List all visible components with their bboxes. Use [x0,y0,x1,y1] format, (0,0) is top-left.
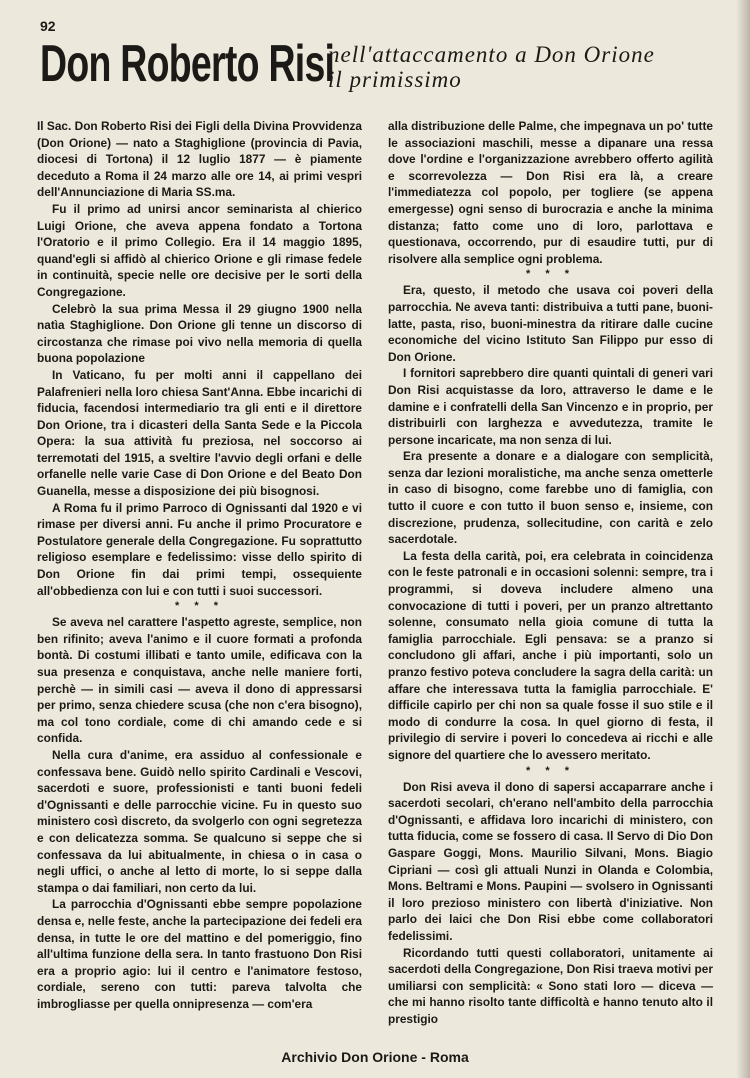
paragraph: Celebrò la sua prima Messa il 29 giugno 1900 nella natìa Staghiglione. Don Orione gli tenne un discorso di circostanza che rimase poi vivo nella memoria di quella buona popolazione [37,301,362,366]
article-title: Don Roberto Risi [40,35,335,93]
page-edge-shadow [736,0,750,1078]
paragraph: alla distribuzione delle Palme, che impegnava un po' tutte le associazioni maschili, messe a dipanare una ressa dove l'ordine e l'organizzazione avrebbero offerto agilità e scorrevolezza — Don Risi era là, a creare l'immediatezza col popolo, per togliere (se appena emergesse) ogni senso di burocrazia e anche la minima distanza; fatto come uno di loro, parlottava e questionava, occorrendo, pur di esaudire tutti, pur di risolvere alla semplice ogni problema. [388,119,713,266]
archive-footer: Archivio Don Orione - Roma [281,1049,469,1065]
paragraph: Era, questo, il metodo che usava coi poveri della parrocchia. Ne aveva tanti: distribuiva a tutti pane, buoni-latte, pasta, riso, buoni-minestra da ritirare dalle cucine economiche del vicino Istituto San Filippo pur esso di Don Orione. [388,283,713,364]
left-column [37,118,362,1012]
section-separator: * * * [526,268,575,281]
paragraph: In Vaticano, fu per molti anni il cappellano dei Palafrenieri nella loro chiesa Sant'Anna. Ebbe incarichi di fiducia, facendosi intermediario tra gli enti e il direttore Don Orione, tra i dicasteri della Santa Sede e la Piccola Opera: la sua attività fu preziosa, nel soccorso ai terremotati del 1915, a sveltire l'avvio degli orfani e delle orfanelle nelle varie Case di Don Orione e del Beato Don Guanella, messe a disposizione dei più bisognosi. [37,367,362,499]
subtitle-line-1: nell'attaccamento a Don Orione [328,42,655,67]
paragraph: Fu il primo ad unirsi ancor seminarista al chierico Luigi Orione, che aveva appena fondato a Tortona l'Oratorio e il primo Collegio. Era il 14 maggio 1895, quand'egli si affidò al chierico Orione e gli rimase fedele in continuità, specie nelle ore decisive per le sorti della Congregazione. [37,201,362,299]
paragraph: Il Sac. Don Roberto Risi dei Figli della Divina Provvidenza (Don Orione) — nato a Staghiglione (provincia di Pavia, diocesi di Tortona) il 12 luglio 1877 — è piamente deceduto a Roma il 24 marzo alle ore 14, ai primi vespri dell'Annunciazione di Maria SS.ma. [37,119,362,200]
paragraph: La festa della carità, poi, era celebrata in coincidenza con le feste patronali e in occasioni solenni: sempre, tra i programmi, si doveva includere almeno una convocazione di tutti i poveri, per un pranzo altrettanto solenne, consumato nella gioia comune di tutta la famiglia parrocchiale. Egli pensava: se a pranzo si concludono gli affari, anche i più importanti, solo un pranzo festivo poteva concludere la sagra della carità: un affare che interessava tutta la famiglia parrocchiale. E' difficile capirlo per chi non sa quale fosse il suo stile e il modo di condurre la cosa. In quel giorno di festa, il privilegio di servire i poveri lo concedeva ai ricchi e alle signore del quartiere che lo avessero meritato. [388,548,713,762]
article-subtitle [328,42,728,92]
paragraph: Don Risi aveva il dono di sapersi accaparrare anche i sacerdoti secolari, ch'erano nell'ambito della parrocchia d'Ognissanti, e affidava loro incarichi di ministero, con tutta fiducia, come se fossero di casa. Il Servo di Dio Don Gaspare Goggi, Mons. Maurilio Silvani, Mons. Biagio Cipriani — così gli attuali Nunzi in Olanda e Colombia, Mons. Beltrami e Mons. Paupini — svolsero in Ognissanti il loro prezioso ministero con libertà d'iniziative. Non parlo dei laici che Don Risi ebbe come collaboratori fedelissimi. [388,779,713,943]
section-separator: * * * [526,764,575,777]
paragraph: Se aveva nel carattere l'aspetto agreste, semplice, non ben rifinito; aveva l'animo e il cuore formati a profonda bontà. Di costumi illibati e tanto umile, edificava con la sua presenza e conquistava, anche nelle maniere forti, perchè — in simili casi — aveva il dono di appressarsi per primo, senza chiedere scusa (che non c'era bisogno), ma col tono cordiale, come di chi amando cede e si confida. [37,615,362,746]
page-number: 92 [40,18,56,34]
paragraph: A Roma fu il primo Parroco di Ognissanti dal 1920 e vi rimase per diversi anni. Fu anche il primo Procuratore e Postulatore generale della Congregazione. Fu soprattutto religioso esemplare e fedelissimo: visse dello spirito di Don Orione fin dai primi tempi, ossequiente all'obbedienza con lui e con tutti i suoi successori. [37,500,362,598]
paragraph: Era presente a donare e a dialogare con semplicità, senza dar lezioni moralistiche, ma anche senza ometterle in caso di bisogno, come farebbe uno di famiglia, con tutto il cuore e con tutto il buon senso e, insieme, con discrezione, prudenza, sollecitudine, con carità e zelo sacerdotale. [388,449,713,547]
paragraph: I fornitori saprebbero dire quanti quintali di generi vari Don Risi acquistasse da loro, attraverso le dame e le damine e i confratelli della San Vincenzo e in proprio, per distribuirli con larghezza e avvedutezza, tramite le persone incaricate, ma non senza di lui. [388,366,713,447]
section-separator: * * * [175,600,224,613]
paragraph: Nella cura d'anime, era assiduo al confessionale e confessava bene. Guidò nello spirito Cardinali e Vescovi, sacerdoti e suore, professionisti e tanti buoni fedeli d'Ognissanti e delle parrocchie vicine. Fu in questo suo ministero così discreto, da svolgerlo con ogni segretezza e con delicatezza somma. Se qualcuno si seppe che si confessava da lui abitualmente, in chiesa o in casa o negli uffici, o anche al letto di morte, lo si seppe dalla stampa o dai familiari, non certo da lui. [37,747,362,895]
paragraph: Ricordando tutti questi collaboratori, unitamente ai sacerdoti della Congregazione, Don Risi traeva motivi per umiliarsi con semplicità: « Sono stati loro — diceva — che mi hanno risolto tante difficoltà e hanno tenuto alto il prestigio [388,945,713,1026]
subtitle-line-2: il primissimo [328,67,462,92]
right-column [388,118,713,1027]
paragraph: La parrocchia d'Ognissanti ebbe sempre popolazione densa e, nelle feste, anche la partecipazione dei fedeli era densa, in tutte le ore del mattino e del pomeriggio, fino all'ultima funzione della sera. In tanto frastuono Don Risi era a proprio agio: lui il centro e l'animatore festoso, cordiale, sereno con tutti: pareva talvolta che imbrogliasse per quella onnipresenza — com'era [37,897,362,1011]
